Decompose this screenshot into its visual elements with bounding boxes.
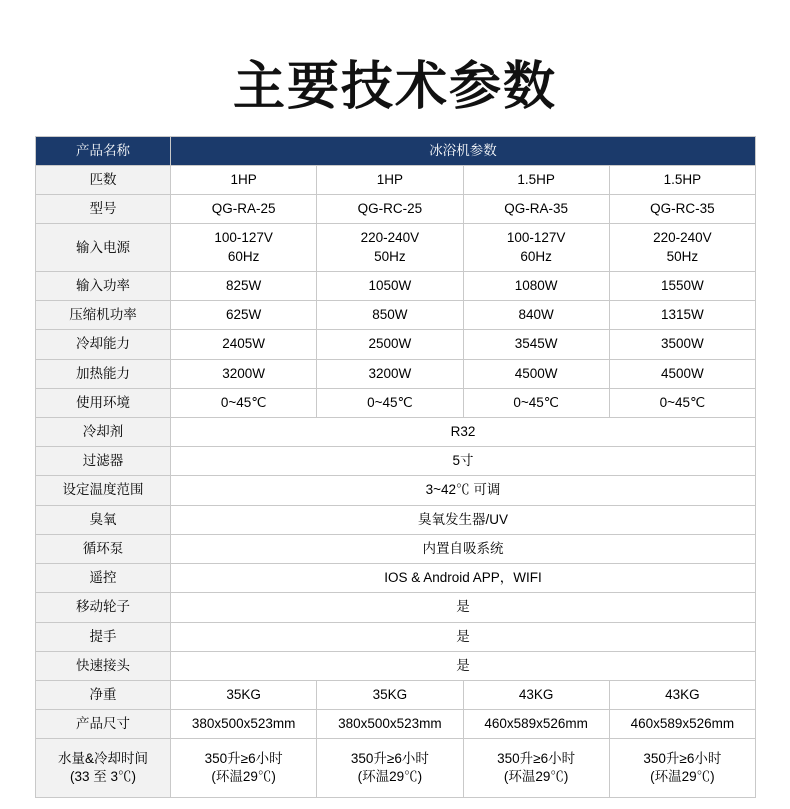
table-row: [36, 301, 756, 330]
table-row: [36, 505, 756, 534]
row-value-cell: 1HP: [171, 166, 317, 195]
row-value-cell: QG-RC-25: [317, 195, 463, 224]
row-value-cell: 1550W: [609, 271, 755, 300]
header-label-cell: 产品名称: [36, 136, 171, 165]
row-value-cell: 380x500x523mm: [317, 710, 463, 739]
row-value-cell: 220-240V 50Hz: [317, 224, 463, 271]
spec-table-container: [0, 136, 790, 799]
row-value-cell: 43KG: [463, 680, 609, 709]
row-value-span: 5寸: [171, 447, 756, 476]
row-value-cell: 4500W: [609, 359, 755, 388]
table-row: [36, 166, 756, 195]
row-label: 加热能力: [36, 359, 171, 388]
row-value-cell: 380x500x523mm: [171, 710, 317, 739]
row-label: 过滤器: [36, 447, 171, 476]
row-label: 输入功率: [36, 271, 171, 300]
row-value-cell: 840W: [463, 301, 609, 330]
row-value-span: 是: [171, 622, 756, 651]
table-row: [36, 359, 756, 388]
row-value-cell: 100-127V 60Hz: [463, 224, 609, 271]
table-row: [36, 564, 756, 593]
row-value-cell: 350升≥6小时 (环温29℃): [463, 739, 609, 798]
row-value-cell: 220-240V 50Hz: [609, 224, 755, 271]
row-value-cell: 35KG: [171, 680, 317, 709]
row-label: 移动轮子: [36, 593, 171, 622]
table-row: [36, 534, 756, 563]
row-value-cell: 1050W: [317, 271, 463, 300]
row-value-cell: 1.5HP: [463, 166, 609, 195]
row-value-cell: 4500W: [463, 359, 609, 388]
spec-table: [35, 136, 756, 799]
row-value-cell: 625W: [171, 301, 317, 330]
row-value-cell: 825W: [171, 271, 317, 300]
row-label: 产品尺寸: [36, 710, 171, 739]
row-label: 快速接头: [36, 651, 171, 680]
row-value-cell: 0~45℃: [171, 388, 317, 417]
row-value-cell: 3545W: [463, 330, 609, 359]
table-row: [36, 224, 756, 271]
row-value-cell: 2500W: [317, 330, 463, 359]
table-row: [36, 417, 756, 446]
row-value-span: IOS & Android APP，WIFI: [171, 564, 756, 593]
row-label: 水量&冷却时间 (33 至 3℃): [36, 739, 171, 798]
page-title: 主要技术参数: [232, 58, 557, 116]
row-value-cell: 1HP: [317, 166, 463, 195]
row-value-cell: 2405W: [171, 330, 317, 359]
row-label: 冷却剂: [36, 417, 171, 446]
row-label: 型号: [36, 195, 171, 224]
row-label: 遥控: [36, 564, 171, 593]
row-value-cell: 0~45℃: [463, 388, 609, 417]
row-value-cell: 100-127V 60Hz: [171, 224, 317, 271]
row-value-cell: 3200W: [171, 359, 317, 388]
row-label: 使用环境: [36, 388, 171, 417]
row-label: 提手: [36, 622, 171, 651]
row-label: 净重: [36, 680, 171, 709]
row-value-cell: 0~45℃: [609, 388, 755, 417]
row-label: 循环泵: [36, 534, 171, 563]
row-value-cell: 1.5HP: [609, 166, 755, 195]
table-row: [36, 195, 756, 224]
spec-table-body: [36, 136, 756, 798]
table-row: [36, 593, 756, 622]
row-value-cell: 3500W: [609, 330, 755, 359]
table-row: [36, 476, 756, 505]
row-value-cell: 1315W: [609, 301, 755, 330]
table-row: [36, 447, 756, 476]
row-value-cell: 35KG: [317, 680, 463, 709]
row-value-span: R32: [171, 417, 756, 446]
row-value-cell: 350升≥6小时 (环温29℃): [609, 739, 755, 798]
table-row: [36, 739, 756, 798]
row-label: 冷却能力: [36, 330, 171, 359]
table-row: [36, 271, 756, 300]
row-value-cell: 3200W: [317, 359, 463, 388]
table-row: [36, 330, 756, 359]
row-label: 匹数: [36, 166, 171, 195]
row-value-cell: 460x589x526mm: [609, 710, 755, 739]
row-value-span: 3~42℃ 可调: [171, 476, 756, 505]
row-value-cell: 1080W: [463, 271, 609, 300]
row-value-cell: QG-RC-35: [609, 195, 755, 224]
row-label: 输入电源: [36, 224, 171, 271]
table-row: [36, 710, 756, 739]
row-value-span: 臭氧发生器/UV: [171, 505, 756, 534]
row-value-cell: QG-RA-25: [171, 195, 317, 224]
header-span-cell: 冰浴机参数: [171, 136, 756, 165]
row-value-cell: QG-RA-35: [463, 195, 609, 224]
table-row: [36, 622, 756, 651]
table-header-row: [36, 136, 756, 165]
row-value-cell: 460x589x526mm: [463, 710, 609, 739]
row-label: 设定温度范围: [36, 476, 171, 505]
row-label: 臭氧: [36, 505, 171, 534]
row-value-span: 内置自吸系统: [171, 534, 756, 563]
row-value-cell: 350升≥6小时 (环温29℃): [317, 739, 463, 798]
row-value-cell: 350升≥6小时 (环温29℃): [171, 739, 317, 798]
row-value-span: 是: [171, 593, 756, 622]
table-row: [36, 680, 756, 709]
row-value-cell: 43KG: [609, 680, 755, 709]
table-row: [36, 651, 756, 680]
row-value-cell: 850W: [317, 301, 463, 330]
table-row: [36, 388, 756, 417]
row-value-cell: 0~45℃: [317, 388, 463, 417]
row-label: 压缩机功率: [36, 301, 171, 330]
row-value-span: 是: [171, 651, 756, 680]
